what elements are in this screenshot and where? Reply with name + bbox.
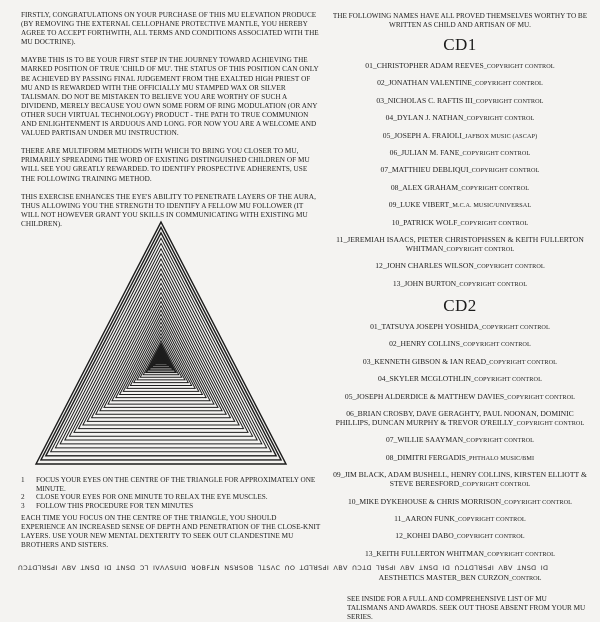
credit-publisher: _COPYRIGHT CONTROL bbox=[453, 533, 525, 541]
credit-name: 06_JULIAN M. FANE bbox=[389, 147, 460, 157]
triangle-figure bbox=[30, 218, 292, 470]
credit-line bbox=[331, 218, 589, 228]
paragraph-first-step: MAYBE THIS IS TO BE YOUR FIRST STEP IN THE JOURNEY TOWARD ACHIEVING THE MARKED POSITION OF TRUE 'CHILD OF MU'. THE STATUS OF THIS POSITION CAN ONLY BE ACHIEVED BY PASSING FINAL JUDGEMENT FROM THE EXALTED HIGH PRIEST OF MU AND IS REWARDED WITH THE OFFICIALLY MU STAMPED WAX OR SILVER TALISMAN. DO NOT BE MISTAKEN TO BELIEVE YOU ARE WORTHY OF SUCH A DIVIDEND, MERELY BECAUSE YOU OWN SOME FORM OF RING MODULATION (OR ANY OTHER SUCH VIRTUAL TECHNOLOGY) PRODUCT - THE PATH TO TRUE COMMUNION AND ENLIGHTENMENT IS ARDUOUS AND LONG. FOR NOW YOU ARE A WELCOME AND VALUED PARTISAN UNDER MU INSTRUCTION. bbox=[21, 56, 319, 138]
credit-name: 03_KENNETH GIBSON & IAN READ bbox=[362, 356, 487, 366]
credit-name: 06_BRIAN CROSBY, DAVE GERAGHTY, PAUL NOONAN, DOMINIC PHILLIPS, DUNCAN MURPHY & TREVOR O'REILLY bbox=[335, 409, 574, 428]
credit-publisher: _M.C.A. MUSIC/UNIVERSAL bbox=[449, 202, 532, 210]
credit-line bbox=[331, 131, 589, 141]
cd1-heading: CD1 bbox=[443, 35, 477, 54]
training-step bbox=[21, 502, 321, 511]
credit-line bbox=[331, 392, 589, 402]
credit-name: 04_SKYLER MCGLOTHLIN bbox=[378, 374, 472, 384]
credit-name: 02_JONATHAN VALENTINE bbox=[377, 78, 472, 88]
credits-column bbox=[331, 12, 589, 622]
credit-publisher: _COPYRIGHT CONTROL bbox=[504, 393, 576, 401]
credit-publisher: _COPYRIGHT CONTROL bbox=[486, 358, 558, 366]
credit-publisher: _COPYRIGHT CONTROL bbox=[513, 420, 585, 428]
credit-name: 08_DIMITRI FERGADIS bbox=[385, 452, 466, 462]
credit-line bbox=[331, 409, 589, 428]
credit-publisher: _COPYRIGHT CONTROL bbox=[463, 115, 535, 123]
aesthetics-credit bbox=[331, 573, 589, 583]
credit-publisher: _JAFBOX MUSIC (ASCAP) bbox=[461, 132, 538, 140]
credit-publisher: _COPYRIGHT CONTROL bbox=[459, 341, 531, 349]
credit-line bbox=[331, 113, 589, 123]
credit-line bbox=[331, 183, 589, 193]
closing-paragraph-wrap bbox=[21, 514, 321, 559]
credit-line bbox=[331, 165, 589, 175]
credit-name: 07_MATTHIEU DEBLIQUI bbox=[380, 165, 469, 175]
credit-line bbox=[331, 435, 589, 445]
credit-publisher: _COPYRIGHT CONTROL bbox=[483, 63, 555, 70]
credit-publisher: _COPYRIGHT CONTROL bbox=[478, 324, 550, 332]
credit-name: 09_LUKE VIBERT bbox=[388, 200, 450, 210]
credit-name: 04_DYLAN J. NATHAN bbox=[385, 113, 464, 123]
credit-name: 10_PATRICK WOLF bbox=[391, 217, 458, 227]
credit-line bbox=[331, 322, 589, 332]
credit-publisher: _COPYRIGHT CONTROL bbox=[463, 437, 535, 445]
credit-name: 05_JOSEPH A. FRAIOLI bbox=[382, 130, 462, 140]
step-number: 3 bbox=[21, 501, 25, 510]
credit-publisher: _COPYRIGHT CONTROL bbox=[471, 376, 542, 384]
credit-line bbox=[331, 339, 589, 349]
credit-name: 12_KOHEI DABO bbox=[395, 531, 454, 541]
see-inside-note: SEE INSIDE FOR A FULL AND COMPREHENSIVE LIST OF MU TALISMANS AND AWARDS. SEEK OUT THOSE ABSENT FROM YOUR MU SERIES. bbox=[347, 594, 586, 621]
credit-name: 10_MIKE DYKEHOUSE & CHRIS MORRISON bbox=[347, 496, 502, 506]
credit-line bbox=[331, 357, 589, 367]
credit-publisher: _COPYRIGHT CONTROL bbox=[468, 167, 540, 175]
credit-publisher: _COPYRIGHT CONTROL bbox=[484, 550, 556, 558]
credit-name: 03_NICHOLAS C. RAFTIS III bbox=[376, 95, 473, 105]
credit-name: 09_JIM BLACK, ADAM BUSHELL, HENRY COLLINS, KIRSTEN ELLIOTT & STEVE BERESFORD bbox=[333, 470, 587, 489]
step-text: CLOSE YOUR EYES FOR ONE MINUTE TO RELAX THE EYE MUSCLES. bbox=[36, 493, 268, 502]
credit-publisher: _COPYRIGHT CONTROL bbox=[473, 263, 545, 271]
credit-publisher: _COPYRIGHT CONTROL bbox=[458, 184, 530, 192]
credit-name: 11_JEREMIAH ISAACS, PIETER CHRISTOPHSSEN & KEITH FULLERTON WHITMAN bbox=[336, 234, 584, 253]
paragraph-closing: EACH TIME YOU FOCUS ON THE CENTRE OF THE TRIANGLE, YOU SHOULD EXPERIENCE AN INCREASED SENSE OF DEPTH AND PENETRATION OF THE CLOSE-KNIT LAYERS. USE YOUR NEW MENTAL DEXTERITY TO SEEK OUT CLANDESTINE MU BROTHERS AND SISTERS. bbox=[21, 514, 321, 550]
aesthetics-name: AESTHETICS MASTER_BEN CURZON bbox=[378, 572, 510, 582]
credit-line bbox=[331, 235, 589, 254]
training-steps bbox=[21, 476, 321, 510]
credit-line bbox=[331, 96, 589, 106]
credit-line bbox=[331, 531, 589, 541]
credit-line bbox=[331, 470, 589, 489]
credit-name: 13_JOHN BURTON bbox=[392, 278, 457, 288]
aesthetics-publisher: _CONTROL bbox=[509, 574, 542, 582]
credit-publisher: _COPYRIGHT CONTROL bbox=[456, 280, 528, 288]
credit-name: 01_CHRISTOPHER ADAM REEVES bbox=[365, 61, 484, 70]
credit-name: 11_AARON FUNK bbox=[394, 513, 455, 523]
credit-publisher: _COPYRIGHT CONTROL bbox=[501, 498, 573, 506]
credit-line bbox=[331, 261, 589, 271]
paragraph-exercise: THIS EXERCISE ENHANCES THE EYE'S ABILITY TO PENETRATE LAYERS OF THE AURA, THUS ALLOWING YOU THE STRENGTH TO IDENTIFY A FELLOW MU FOLLOWER (IT WILL NOT HOWEVER GRANT YOU SKILLS IN COMMUNICATING WITH EXISTING MU CHILDREN). bbox=[21, 192, 316, 228]
credit-name: 01_TATSUYA JOSEPH YOSHIDA bbox=[370, 322, 479, 332]
training-step bbox=[21, 476, 321, 493]
step-number: 1 bbox=[21, 476, 25, 484]
step-text: FOCUS YOUR EYES ON THE CENTRE OF THE TRIANGLE FOR APPROXIMATELY ONE MINUTE. bbox=[36, 476, 316, 493]
credit-publisher: _COPYRIGHT CONTROL bbox=[459, 481, 531, 489]
training-step bbox=[21, 493, 321, 502]
credit-line bbox=[331, 148, 589, 158]
credits-intro: THE FOLLOWING NAMES HAVE ALL PROVED THEMSELVES WORTHY TO BE WRITTEN AS CHILD AND ARTISAN OF MU. bbox=[332, 12, 588, 29]
footer-cipher-text: ꓵꓛꓕꓷꓶꓤꓢꓒꓲ ꓥꓐꓦ ꓕꓠꓢꓷ ꓲꓷ ꓕꓠꓢꓷ ꓛꓶ ꓲꓦꓥꓥꓢꓴꓲꓷ ꓤꓳꓐꓝꓕꓠ ꓠꓢꓤꓢꓳꓐ ꓶꓕꓢꓥꓚ ꓵꓳ ꓕꓷꓶꓤꓢꓒꓲ ꓥꓐꓦ ꓵꓛꓕꓷ ꓶꓤꓢꓒꓲ ꓥꓐꓦ ꓕꓠꓢꓷ ꓲꓷ ꓵꓛꓕꓷꓶꓤꓢꓒꓲ ꓥꓐꓦ ꓕꓠꓢꓷ ꓲꓷ bbox=[18, 564, 549, 572]
credit-line bbox=[331, 549, 589, 559]
step-text: FOLLOW THIS PROCEDURE FOR TEN MINUTES bbox=[36, 501, 194, 510]
credit-line bbox=[331, 61, 589, 71]
credit-publisher: _COPYRIGHT CONTROL bbox=[457, 219, 529, 227]
concentric-triangle-illustration bbox=[30, 218, 292, 470]
credit-line bbox=[331, 200, 589, 210]
paragraph-congratulations: FIRSTLY, CONGRATULATIONS ON YOUR PURCHASE OF THIS MU ELEVATION PRODUCE (BY REMOVING THE EXTERNAL CELLOPHANE PROTECTIVE MANTLE, YOU HEREBY AGREE TO ACCEPT FORTHWITH, ALL TERMS AND CONDITIONS ASSOCIATED WITH THE MU DOCTRINE). bbox=[21, 11, 319, 47]
paragraph-methods: THERE ARE MULTIFORM METHODS WITH WHICH TO BRING YOU CLOSER TO MU, PRIMARILY SPREADING THE WORD OF EXISTING DISTINGUISHED CHILDREN OF MU WILL SEE YOU GREATLY REWARDED. TO IDENTIFY PROSPECTIVE ADHERENTS, USE THE FOLLOWING TRAINING METHOD. bbox=[21, 147, 310, 183]
credit-line bbox=[331, 279, 589, 289]
credit-name: 05_JOSEPH ALDERDICE & MATTHEW DAVIES bbox=[344, 391, 505, 401]
credit-publisher: _PHTHALO MUSIC/BMI bbox=[465, 454, 535, 462]
credit-name: 13_KEITH FULLERTON WHITMAN bbox=[364, 548, 485, 558]
credit-line bbox=[331, 374, 589, 384]
credit-line bbox=[331, 453, 589, 463]
credit-line bbox=[331, 497, 589, 507]
cd2-credit-list bbox=[331, 322, 589, 559]
credit-name: 07_WILLIE SAAYMAN bbox=[385, 435, 464, 445]
credit-publisher: _COPYRIGHT CONTROL bbox=[471, 80, 543, 88]
instructions-column bbox=[21, 11, 321, 238]
credit-name: 08_ALEX GRAHAM bbox=[390, 182, 459, 192]
credit-line bbox=[331, 78, 589, 88]
credit-name: 02_HENRY COLLINS bbox=[389, 339, 460, 349]
credit-publisher: _COPYRIGHT CONTROL bbox=[459, 149, 531, 157]
credit-publisher: _COPYRIGHT CONTROL bbox=[443, 245, 515, 253]
cd2-heading: CD2 bbox=[443, 296, 477, 316]
credit-publisher: _COPYRIGHT CONTROL bbox=[472, 97, 544, 105]
credit-publisher: _COPYRIGHT CONTROL bbox=[454, 515, 526, 523]
step-number: 2 bbox=[21, 493, 25, 502]
credit-name: 12_JOHN CHARLES WILSON bbox=[375, 261, 474, 271]
cd1-credit-list bbox=[331, 61, 589, 289]
credit-line bbox=[331, 514, 589, 524]
